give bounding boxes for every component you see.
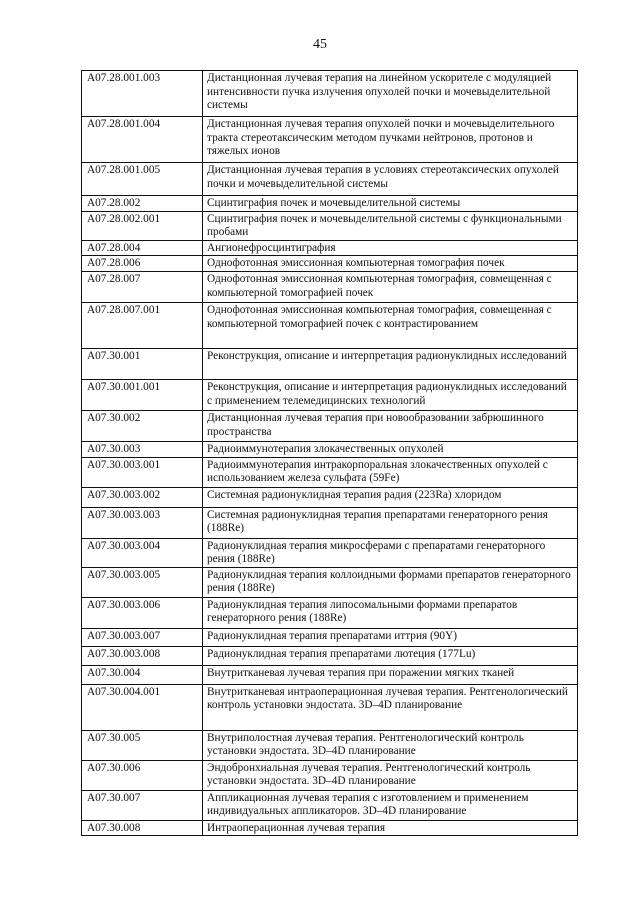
table-row	[82, 196, 578, 212]
service-name-cell: Реконструкция, описание и интерпретация радионуклидных исследований	[203, 348, 578, 379]
service-name-cell: Однофотонная эмиссионная компьютерная томография почек	[203, 256, 578, 272]
service-name-cell: Радионуклидная терапия препаратами лютеция (177Lu)	[203, 646, 578, 665]
service-code-cell: A07.30.004.001	[82, 684, 203, 730]
table-row	[82, 507, 578, 538]
table-row	[82, 790, 578, 820]
service-code-cell: A07.30.003.001	[82, 457, 203, 487]
service-name-cell: Радионуклидная терапия коллоидными формами препаратов генераторного рения (188Re)	[203, 567, 578, 597]
service-name-cell: Аппликационная лучевая терапия с изготовлением и применением индивидуальных аппликаторов. 3D–4D планирование	[203, 790, 578, 820]
table-row	[82, 71, 578, 117]
table-row	[82, 597, 578, 628]
service-name-cell: Радионуклидная терапия микросферами с препаратами генераторного рения (188Re)	[203, 538, 578, 567]
service-code-cell: A07.30.006	[82, 760, 203, 790]
service-code-cell: A07.30.003.005	[82, 567, 203, 597]
table-row	[82, 256, 578, 272]
table-row	[82, 348, 578, 379]
service-name-cell: Эндобронхиальная лучевая терапия. Рентгенологический контроль установки эндостата. 3D–4D планирование	[203, 760, 578, 790]
service-name-cell: Внутриполостная лучевая терапия. Рентгенологический контроль установки эндостата. 3D–4D планирование	[203, 730, 578, 760]
service-code-cell: A07.28.001.004	[82, 117, 203, 163]
service-code-cell: A07.30.003.002	[82, 487, 203, 507]
service-code-cell: A07.30.003.008	[82, 646, 203, 665]
service-name-cell: Дистанционная лучевая терапия при новообразовании забрюшинного пространства	[203, 410, 578, 441]
service-code-cell: A07.30.004	[82, 665, 203, 684]
service-code-cell: A07.28.002.001	[82, 211, 203, 240]
service-name-cell: Дистанционная лучевая терапия опухолей почки и мочевыделительного тракта стереотаксическим методом пучками нейтронов, протонов и тяжелых ионов	[203, 117, 578, 163]
service-name-cell: Реконструкция, описание и интерпретация радионуклидных исследований с применением телемедицинских технологий	[203, 379, 578, 410]
service-name-cell: Дистанционная лучевая терапия на линейном ускорителе с модуляцией интенсивности пучка излучения опухолей почки и мочевыделительной системы	[203, 71, 578, 117]
table-row	[82, 665, 578, 684]
service-name-cell: Однофотонная эмиссионная компьютерная томография, совмещенная с компьютерной томографией почек с контрастированием	[203, 302, 578, 348]
table-row	[82, 302, 578, 348]
service-code-cell: A07.28.001.003	[82, 71, 203, 117]
service-code-cell: A07.30.007	[82, 790, 203, 820]
service-code-cell: A07.30.008	[82, 820, 203, 836]
service-name-cell: Радиоиммунотерапия интракорпоральная злокачественных опухолей с использованием железа сульфата (59Fe)	[203, 457, 578, 487]
service-code-cell: A07.28.006	[82, 256, 203, 272]
service-code-cell: A07.30.003.003	[82, 507, 203, 538]
service-code-cell: A07.30.001	[82, 348, 203, 379]
service-name-cell: Внутритканевая интраоперационная лучевая терапия. Рентгенологический контроль установки эндостата. 3D–4D планирование	[203, 684, 578, 730]
service-name-cell: Внутритканевая лучевая терапия при поражении мягких тканей	[203, 665, 578, 684]
service-code-cell: A07.28.004	[82, 240, 203, 256]
service-name-cell: Ангионефросцинтиграфия	[203, 240, 578, 256]
service-name-cell: Радиоиммунотерапия злокачественных опухолей	[203, 441, 578, 457]
table-row	[82, 760, 578, 790]
service-code-cell: A07.30.003.004	[82, 538, 203, 567]
table-row	[82, 487, 578, 507]
table-row	[82, 441, 578, 457]
service-name-cell: Однофотонная эмиссионная компьютерная томография, совмещенная с компьютерной томографией почек	[203, 271, 578, 302]
table-body	[82, 71, 578, 836]
service-name-cell: Сцинтиграфия почек и мочевыделительной системы	[203, 196, 578, 212]
table-row	[82, 271, 578, 302]
table-row	[82, 820, 578, 836]
table-row	[82, 538, 578, 567]
service-code-cell: A07.30.001.001	[82, 379, 203, 410]
table-row	[82, 163, 578, 196]
service-code-cell: A07.28.007	[82, 271, 203, 302]
service-name-cell: Сцинтиграфия почек и мочевыделительной системы с функциональными пробами	[203, 211, 578, 240]
table-row	[82, 684, 578, 730]
service-code-cell: A07.30.003.006	[82, 597, 203, 628]
table-row	[82, 410, 578, 441]
medical-services-table	[81, 70, 578, 836]
service-code-cell: A07.28.002	[82, 196, 203, 212]
table-row	[82, 457, 578, 487]
service-name-cell: Системная радионуклидная терапия препаратами генераторного рения (188Re)	[203, 507, 578, 538]
service-code-cell: A07.30.003	[82, 441, 203, 457]
service-code-cell: A07.28.001.005	[82, 163, 203, 196]
service-name-cell: Интраоперационная лучевая терапия	[203, 820, 578, 836]
table-row	[82, 567, 578, 597]
page-number: 45	[313, 37, 327, 52]
service-code-cell: A07.30.002	[82, 410, 203, 441]
service-code-cell: A07.28.007.001	[82, 302, 203, 348]
table-row	[82, 240, 578, 256]
service-name-cell: Радионуклидная терапия препаратами иттрия (90Y)	[203, 628, 578, 646]
table-row	[82, 628, 578, 646]
table-row	[82, 646, 578, 665]
service-name-cell: Дистанционная лучевая терапия в условиях стереотаксических опухолей почки и мочевыделительной системы	[203, 163, 578, 196]
service-name-cell: Системная радионуклидная терапия радия (223Ra) хлоридом	[203, 487, 578, 507]
table-row	[82, 379, 578, 410]
service-code-cell: A07.30.005	[82, 730, 203, 760]
table-row	[82, 211, 578, 240]
table-row	[82, 117, 578, 163]
table-row	[82, 730, 578, 760]
service-code-cell: A07.30.003.007	[82, 628, 203, 646]
service-name-cell: Радионуклидная терапия липосомальными формами препаратов генераторного рения (188Re)	[203, 597, 578, 628]
